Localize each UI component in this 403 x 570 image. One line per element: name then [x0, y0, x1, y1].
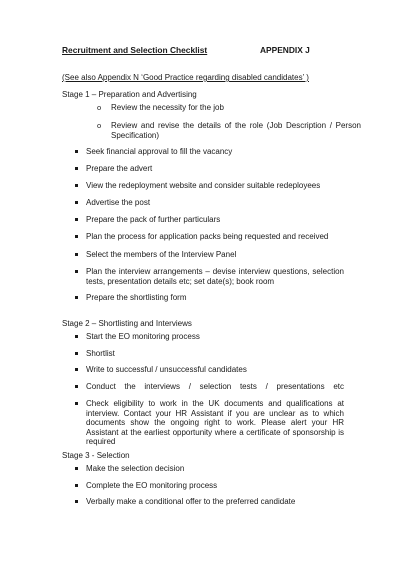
stage1-heading: Stage 1 – Preparation and Advertising — [62, 90, 197, 99]
list-item-text: Prepare the pack of further particulars — [86, 215, 221, 224]
list-item-text: Complete the EO monitoring process — [86, 481, 218, 490]
list-item-text: Select the members of the Interview Panel — [86, 250, 237, 259]
see-also-note: (See also Appendix N ‘Good Practice regarding disabled candidates’ ) — [62, 73, 309, 82]
square-bullet-icon — [75, 500, 78, 503]
square-bullet-icon — [75, 335, 78, 338]
list-item-text: Plan the interview arrangements – devise interview questions, selection tests, presentation details etc; set date(s); book room — [86, 267, 344, 286]
list-item — [86, 198, 344, 208]
square-bullet-icon — [75, 270, 78, 273]
sub-item-text: Review the necessity for the job — [111, 103, 224, 112]
square-bullet-icon — [75, 484, 78, 487]
square-bullet-icon — [75, 296, 78, 299]
list-item — [86, 181, 344, 191]
list-item — [86, 497, 344, 507]
list-item — [86, 349, 344, 359]
sub-item — [97, 121, 361, 140]
sub-item-text: Review and revise the details of the role (Job Description / Person Specification) — [111, 121, 361, 140]
list-item-text: Start the EO monitoring process — [86, 332, 200, 341]
list-item — [86, 464, 344, 474]
list-item-text: Shortlist — [86, 349, 115, 358]
document-title — [62, 45, 310, 56]
list-item — [86, 250, 344, 260]
list-item — [86, 215, 344, 225]
list-item — [86, 481, 344, 491]
list-item-text: Check eligibility to work in the UK documents and qualifications at interview. Contact your HR Assistant if you are unclear as to which documents show the ongoing right to work. Please alert your HR Assistant at the earliest opportunity where a certificate of sponsorship is required — [86, 399, 344, 446]
list-item-text: Make the selection decision — [86, 464, 185, 473]
square-bullet-icon — [75, 368, 78, 371]
circle-bullet-icon: o — [97, 121, 102, 130]
square-bullet-icon — [75, 201, 78, 204]
circle-bullet-icon: o — [97, 103, 102, 112]
list-item — [86, 147, 344, 157]
square-bullet-icon — [75, 402, 78, 405]
square-bullet-icon — [75, 184, 78, 187]
list-item-text: Plan the process for application packs being requested and received — [86, 232, 329, 241]
list-item — [86, 365, 344, 375]
sub-item — [97, 103, 361, 113]
list-item-text: Advertise the post — [86, 198, 151, 207]
square-bullet-icon — [75, 235, 78, 238]
list-item — [86, 232, 344, 242]
stage2-heading: Stage 2 – Shortlisting and Interviews — [62, 319, 192, 328]
list-item-text: Prepare the shortlisting form — [86, 293, 187, 302]
list-item — [86, 332, 344, 342]
appendix-label: APPENDIX J — [260, 45, 310, 55]
list-item-text: Write to successful / unsuccessful candidates — [86, 365, 247, 374]
list-item-text: View the redeployment website and consider suitable redeployees — [86, 181, 321, 190]
square-bullet-icon — [75, 467, 78, 470]
list-item — [86, 293, 344, 303]
square-bullet-icon — [75, 167, 78, 170]
list-item — [86, 382, 344, 392]
square-bullet-icon — [75, 352, 78, 355]
list-item — [86, 164, 344, 174]
list-item-text: Conduct the interviews / selection tests / presentations etc — [86, 382, 344, 391]
list-item-text: Verbally make a conditional offer to the preferred candidate — [86, 497, 296, 506]
square-bullet-icon — [75, 253, 78, 256]
square-bullet-icon — [75, 150, 78, 153]
list-item-text: Prepare the advert — [86, 164, 153, 173]
list-item — [86, 399, 344, 447]
checklist-title: Recruitment and Selection Checklist — [62, 45, 208, 55]
stage3-heading: Stage 3 - Selection — [62, 451, 130, 460]
list-item — [86, 267, 344, 286]
square-bullet-icon — [75, 385, 78, 388]
list-item-text: Seek financial approval to fill the vacancy — [86, 147, 233, 156]
square-bullet-icon — [75, 218, 78, 221]
